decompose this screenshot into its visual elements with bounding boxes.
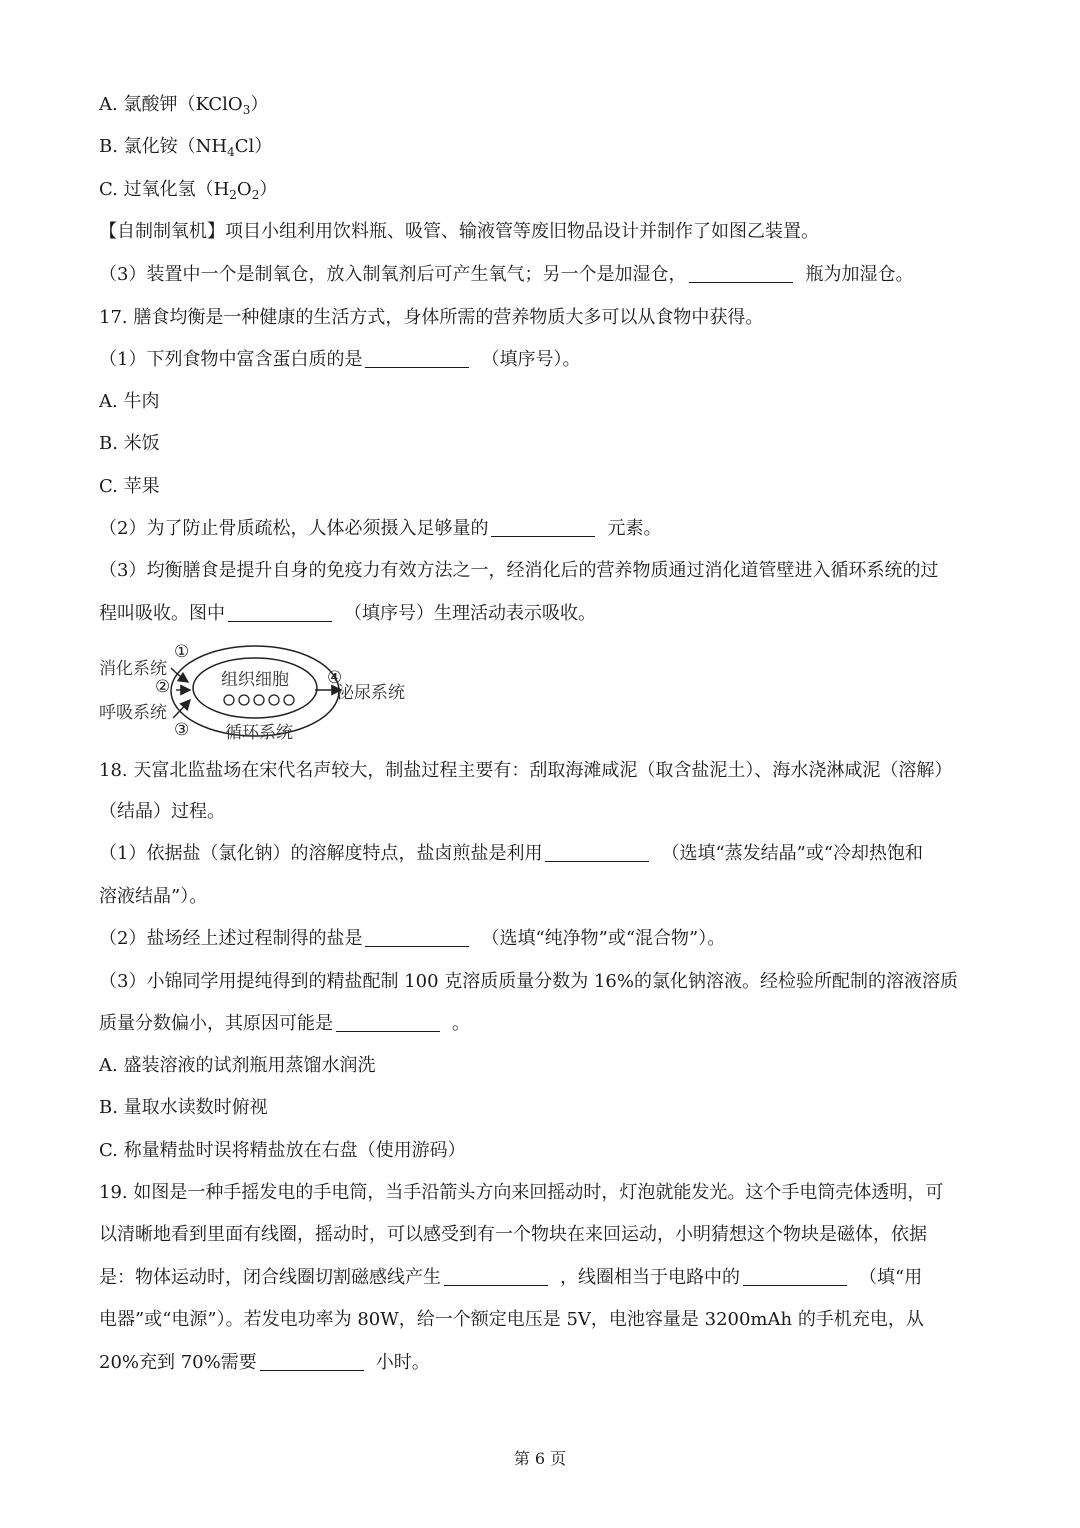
- line-text: （2）为了防止骨质疏松，人体必须摄入足够量的: [99, 518, 489, 539]
- circulatory-label: 循环系统: [225, 723, 293, 743]
- q16-option-b: [99, 134, 989, 160]
- line-text: B. 氯化铵（NH: [99, 136, 228, 157]
- line-text: C. 过氧化氢（H: [99, 179, 230, 200]
- q17-part-1: [99, 347, 989, 373]
- page-number: 第 6 页: [513, 1449, 567, 1468]
- line-text: （3）小锦同学用提纯得到的精盐配制 100 克溶质质量分数为 16%的氯化钠溶液。经检验所配制的溶液溶质: [99, 971, 958, 992]
- q17-part-2: [99, 516, 989, 542]
- answer-blank[interactable]: [365, 349, 469, 368]
- q16-part-3: [99, 262, 989, 288]
- line-text: （选填“蒸发结晶”或“冷却热饱和: [661, 843, 924, 864]
- digestive-label: 消化系统: [99, 659, 167, 679]
- urinary-label: 泌尿系统: [337, 683, 405, 703]
- line-text: O: [236, 179, 252, 200]
- answer-blank[interactable]: [491, 518, 595, 537]
- line-text: B. 米饭: [99, 433, 160, 454]
- line-text: 以清晰地看到里面有线圈，摇动时，可以感受到有一个物块在来回运动，小明猜想这个物块是磁体，依据: [99, 1224, 927, 1245]
- line-text: （3）装置中一个是制氧仓，放入制氧剂后可产生氧气；另一个是加湿仓，: [99, 264, 687, 285]
- q18-stem-line1: [99, 758, 989, 784]
- line-text: 溶液结晶”）。: [99, 886, 208, 907]
- line-text: 瓶为加湿仓。: [805, 264, 914, 285]
- q18-option-b: [99, 1095, 989, 1121]
- line-text: C. 苹果: [99, 476, 160, 497]
- q18-part-2: [99, 926, 989, 952]
- line-text: 质量分数偏小，其原因可能是: [99, 1013, 333, 1034]
- marker-4: ④: [327, 668, 343, 688]
- line-text: ）: [250, 94, 269, 115]
- q16-project-intro: [99, 219, 989, 245]
- arrow-3: [173, 700, 190, 718]
- q16-option-c: [99, 177, 989, 203]
- q18-part-1-line2: [99, 884, 989, 910]
- line-text: ，线圈相当于电路中的: [560, 1267, 740, 1288]
- line-text: 。: [452, 1013, 470, 1034]
- line-text: （填“用: [859, 1267, 923, 1288]
- line-text: （2）盐场经上述过程制得的盐是: [99, 928, 363, 949]
- q18-part-1-line1: [99, 841, 989, 867]
- q19-line1: [99, 1180, 989, 1206]
- marker-3: ③: [174, 720, 190, 740]
- q18-stem-line2: [99, 799, 989, 825]
- q17-part-3-line1: [99, 558, 989, 584]
- q18-option-a: [99, 1053, 989, 1079]
- line-text: （填序号）。: [481, 349, 581, 370]
- q18-option-c: [99, 1138, 989, 1164]
- q17-option-c: [99, 474, 989, 500]
- line-text: 【自制制氧机】项目小组利用饮料瓶、吸管、输液管等废旧物品设计并制作了如图乙装置。: [99, 221, 819, 242]
- answer-blank[interactable]: [228, 603, 332, 622]
- line-text: A. 盛装溶液的试剂瓶用蒸馏水润洗: [99, 1055, 376, 1076]
- q19-line4: [99, 1307, 989, 1333]
- q16-option-a: [99, 92, 989, 118]
- answer-blank[interactable]: [743, 1267, 847, 1286]
- answer-blank[interactable]: [260, 1352, 364, 1371]
- line-text: 小时。: [375, 1352, 430, 1373]
- subscript: 2: [229, 188, 237, 202]
- marker-2: ②: [155, 677, 171, 697]
- line-text: 程叫吸收。图中: [99, 603, 225, 624]
- line-text: 元素。: [607, 518, 662, 539]
- line-text: （选填“纯净物”或“混合物”）。: [481, 928, 726, 949]
- subscript: 2: [251, 188, 260, 202]
- q19-line2: [99, 1222, 989, 1248]
- line-text: B. 量取水读数时俯视: [99, 1097, 268, 1118]
- line-text: ）: [259, 179, 278, 200]
- answer-blank[interactable]: [444, 1267, 548, 1286]
- line-text: （填序号）生理活动表示吸收。: [344, 603, 596, 624]
- line-text: （1）下列食物中富含蛋白质的是: [99, 349, 363, 370]
- tissue-cells-label: 组织细胞: [221, 670, 289, 690]
- line-text: 电器”或“电源”）。若发电功率为 80W，给一个额定电压是 5V，电池容量是 3200mAh 的手机充电，从: [99, 1309, 924, 1330]
- line-text: A. 牛肉: [99, 391, 160, 412]
- line-text: 20%充到 70%需要: [99, 1352, 257, 1373]
- line-text: 17. 膳食均衡是一种健康的生活方式，身体所需的营养物质大多可以从食物中获得。: [99, 307, 764, 328]
- absorption-diagram: [97, 640, 427, 746]
- subscript: 4: [227, 145, 235, 159]
- subscript: 3: [242, 103, 251, 117]
- respiratory-label: 呼吸系统: [99, 703, 167, 723]
- q17-option-b: [99, 431, 989, 457]
- q18-part-3-line2: [99, 1011, 989, 1037]
- answer-blank[interactable]: [336, 1013, 440, 1032]
- q17-stem: [99, 305, 989, 331]
- answer-blank[interactable]: [689, 264, 793, 283]
- line-text: （结晶）过程。: [99, 801, 225, 822]
- line-text: Cl）: [234, 136, 273, 157]
- line-text: C. 称量精盐时误将精盐放在右盘（使用游码）: [99, 1140, 466, 1161]
- q17-part-3-line2: [99, 601, 989, 627]
- cell-circles: [224, 695, 294, 705]
- line-text: A. 氯酸钾（KClO: [99, 94, 243, 115]
- q18-part-3-line1: [99, 969, 989, 995]
- q19-line3: [99, 1265, 989, 1291]
- q17-option-a: [99, 389, 989, 415]
- q19-line5: [99, 1350, 989, 1376]
- answer-blank[interactable]: [365, 928, 469, 947]
- answer-blank[interactable]: [545, 843, 649, 862]
- line-text: （3）均衡膳食是提升自身的免疫力有效方法之一，经消化后的营养物质通过消化道管壁进入循环系统的过: [99, 560, 939, 581]
- line-text: （1）依据盐（氯化钠）的溶解度特点，盐卤煎盐是利用: [99, 843, 543, 864]
- marker-1: ①: [174, 642, 190, 662]
- line-text: 19. 如图是一种手摇发电的手电筒，当手沿箭头方向来回摇动时，灯泡就能发光。这个手电筒壳体透明，可: [99, 1182, 944, 1203]
- line-text: 18. 天富北监盐场在宋代名声较大，制盐过程主要有：刮取海滩咸泥（取含盐泥土）、海水浇淋咸泥（溶解）: [99, 760, 953, 781]
- line-text: 是：物体运动时，闭合线圈切割磁感线产生: [99, 1267, 441, 1288]
